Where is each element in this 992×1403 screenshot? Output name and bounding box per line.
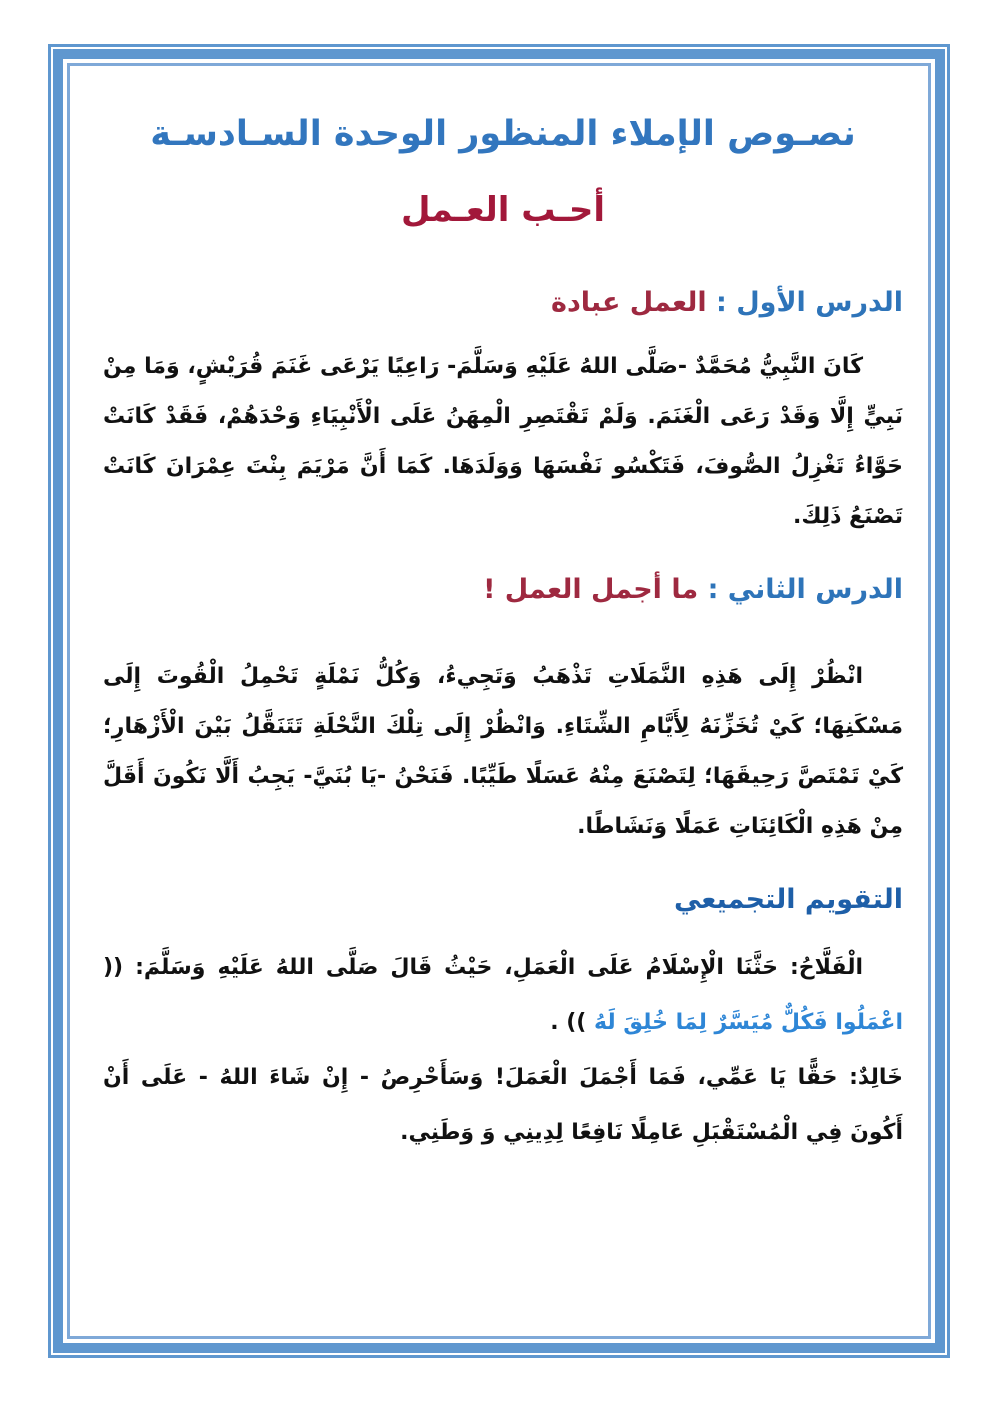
lesson1-heading bbox=[103, 287, 903, 318]
lesson2-heading bbox=[103, 574, 903, 605]
assessment-heading: التقويم التجميعي bbox=[673, 884, 903, 915]
farmer-line-suffix: )) . bbox=[550, 1010, 595, 1035]
farmer-paragraph bbox=[103, 940, 903, 1050]
document-subtitle: أحـب العـمل bbox=[401, 190, 605, 230]
lesson2-heading-title: ما أجمل العمل ! bbox=[483, 574, 699, 605]
lesson2-heading-label: الدرس الثاني : bbox=[698, 574, 903, 605]
document-title: نصـوص الإملاء المنظور الوحدة السـادسـة bbox=[150, 114, 856, 154]
lesson2-paragraph: انْظُرْ إِلَى هَذِهِ النَّمَلَاتِ تَذْهَبُ وَتَجِيءُ، وَكُلُّ نَمْلَةٍ تَحْمِلُ الْقُوتَ إِلَى مَسْكَنِهَا؛ كَيْ تُخَزِّنَهُ لِأَيَّامِ الشِّتَاءِ. وَانْظُرْ إِلَى تِلْكَ النَّحْلَةِ تَتَنَقَّلُ بَيْنَ الْأَزْهَارِ؛ كَيْ تَمْتَصَّ رَحِيقَهَا؛ لِتَصْنَعَ مِنْهُ عَسَلًا طَيِّبًا. فَنَحْنُ -يَا بُنَيَّ- يَجِبُ أَلَّا نَكُونَ أَقَلَّ مِنْ هَذِهِ الْكَائِنَاتِ عَمَلًا وَنَشَاطًا. bbox=[103, 664, 903, 839]
lesson1-heading-label: الدرس الأول : bbox=[706, 287, 903, 318]
lesson1-paragraph: كَانَ النَّبِيُّ مُحَمَّدٌ -صَلَّى اللهُ عَلَيْهِ وَسَلَّمَ- رَاعِيًا يَرْعَى غَنَمَ قُرَيْشٍ، وَمَا مِنْ نَبِيٍّ إِلَّا وَقَدْ رَعَى الْغَنَمَ. وَلَمْ تَقْتَصِرِ الْمِهَنُ عَلَى الْأَنْبِيَاءِ وَحْدَهُمْ، فَقَدْ كَانَتْ حَوَّاءُ تَغْزِلُ الصُّوفَ، فَتَكْسُو نَفْسَهَا وَوَلَدَهَا. كَمَا أَنَّ مَرْيَمَ بِنْتَ عِمْرَانَ كَانَتْ تَصْنَعُ ذَلِكَ. bbox=[103, 354, 903, 529]
document-content bbox=[103, 0, 903, 1403]
hadith-quote: اعْمَلُوا فَكُلٌّ مُيَسَّرٌ لِمَا خُلِقَ لَهُ bbox=[594, 1010, 903, 1035]
lesson1-heading-title: العمل عبادة bbox=[551, 287, 707, 318]
farmer-line-prefix: الْفَلَّاحُ: حَثَّنَا الْإِسْلَامُ عَلَى الْعَمَلِ، حَيْثُ قَالَ صَلَّى اللهُ عَلَيْهِ وَسَلَّمَ: (( bbox=[103, 955, 863, 980]
khalid-paragraph: خَالِدٌ: حَقًّا يَا عَمِّي، فَمَا أَجْمَلَ الْعَمَلَ! وَسَأَحْرِصُ - إِنْ شَاءَ اللهُ - عَلَى أَنْ أَكُونَ فِي الْمُسْتَقْبَلِ عَامِلًا نَافِعًا لِدِينِي وَ وَطَنِي. bbox=[103, 1065, 903, 1145]
